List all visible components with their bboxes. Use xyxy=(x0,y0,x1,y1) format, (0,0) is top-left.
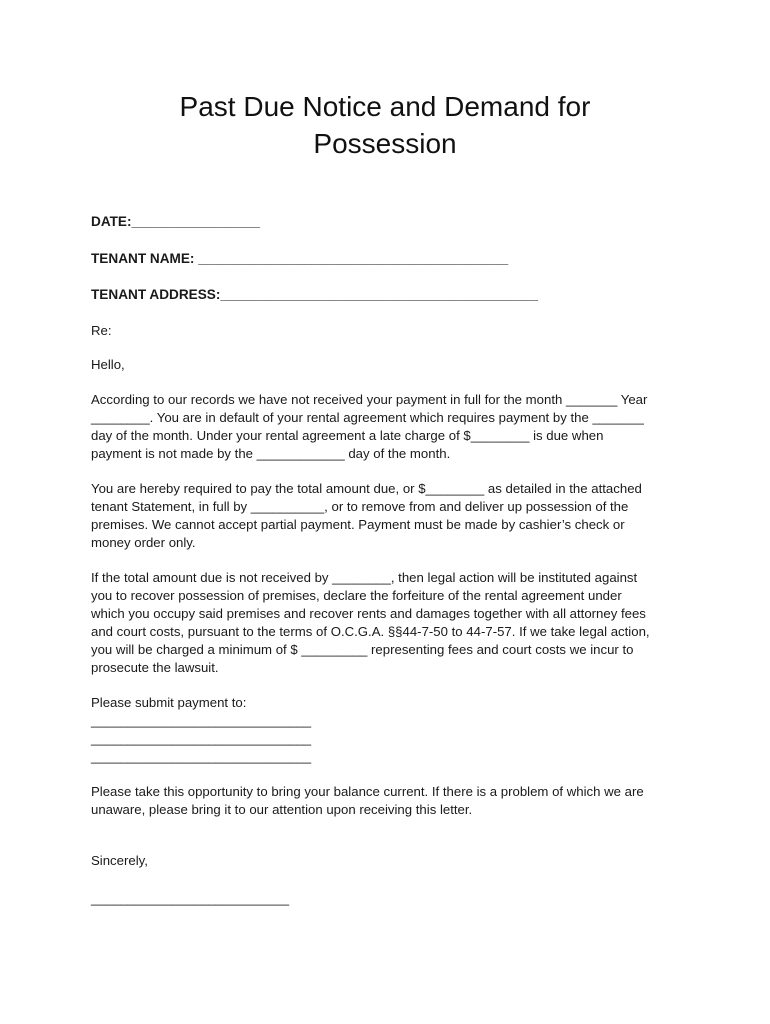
address-blank-line: ______________________________ xyxy=(91,730,312,746)
paragraph-line: premises. We cannot accept partial payment. Payment must be made by cashier’s check or xyxy=(91,516,625,532)
tenant-address-field: TENANT ADDRESS:__________________________________________ xyxy=(91,287,538,303)
submit-payment-section xyxy=(91,694,691,766)
paragraph-line: payment is not made by the ____________ day of the month. xyxy=(91,445,451,461)
paragraph-line: you to recover possession of premises, declare the forfeiture of the rental agreement under xyxy=(91,587,622,603)
paragraph-line: you will be charged a minimum of $ _________ representing fees and court costs we incur to xyxy=(91,641,634,657)
payment-demand-paragraph xyxy=(91,480,691,552)
document-body xyxy=(91,213,691,907)
title-line-1: Past Due Notice and Demand for xyxy=(179,91,591,122)
signature-line: ___________________________ xyxy=(91,890,290,906)
greeting: Hello, xyxy=(91,357,125,373)
document-title xyxy=(0,88,770,162)
paragraph-line: money order only. xyxy=(91,534,196,550)
re-label: Re: xyxy=(91,322,112,338)
payment-default-paragraph xyxy=(91,391,691,463)
tenant-name-field: TENANT NAME: _________________________________________ xyxy=(91,250,509,266)
address-blank-line: ______________________________ xyxy=(91,748,312,764)
address-blank-line: ______________________________ xyxy=(91,712,312,728)
paragraph-line: which you occupy said premises and recover rents and damages together with all attorney fees xyxy=(91,605,646,621)
paragraph-line: According to our records we have not received your payment in full for the month _______ Year xyxy=(91,391,648,407)
date-field: DATE:_________________ xyxy=(91,214,261,229)
legal-action-paragraph xyxy=(91,569,691,677)
balance-paragraph xyxy=(91,783,691,819)
submit-payment-label: Please submit payment to: xyxy=(91,694,247,710)
paragraph-line: ________. You are in default of your rental agreement which requires payment by the _______ xyxy=(91,409,644,425)
paragraph-line: and court costs, pursuant to the terms of O.C.G.A. §§44-7-50 to 44-7-57. If we take legal action, xyxy=(91,623,650,639)
paragraph-line: If the total amount due is not received by ________, then legal action will be instituted against xyxy=(91,569,638,585)
closing: Sincerely, xyxy=(91,852,148,868)
paragraph-line: unaware, please bring it to our attention upon receiving this letter. xyxy=(91,801,473,817)
paragraph-line: tenant Statement, in full by __________, or to remove from and deliver up possession of the xyxy=(91,498,629,514)
paragraph-line: prosecute the lawsuit. xyxy=(91,659,219,675)
paragraph-line: You are hereby required to pay the total amount due, or $________ as detailed in the attached xyxy=(91,480,642,496)
paragraph-line: Please take this opportunity to bring your balance current. If there is a problem of which we are xyxy=(91,783,644,799)
title-line-2: Possession xyxy=(313,128,457,159)
paragraph-line: day of the month. Under your rental agreement a late charge of $________ is due when xyxy=(91,427,604,443)
